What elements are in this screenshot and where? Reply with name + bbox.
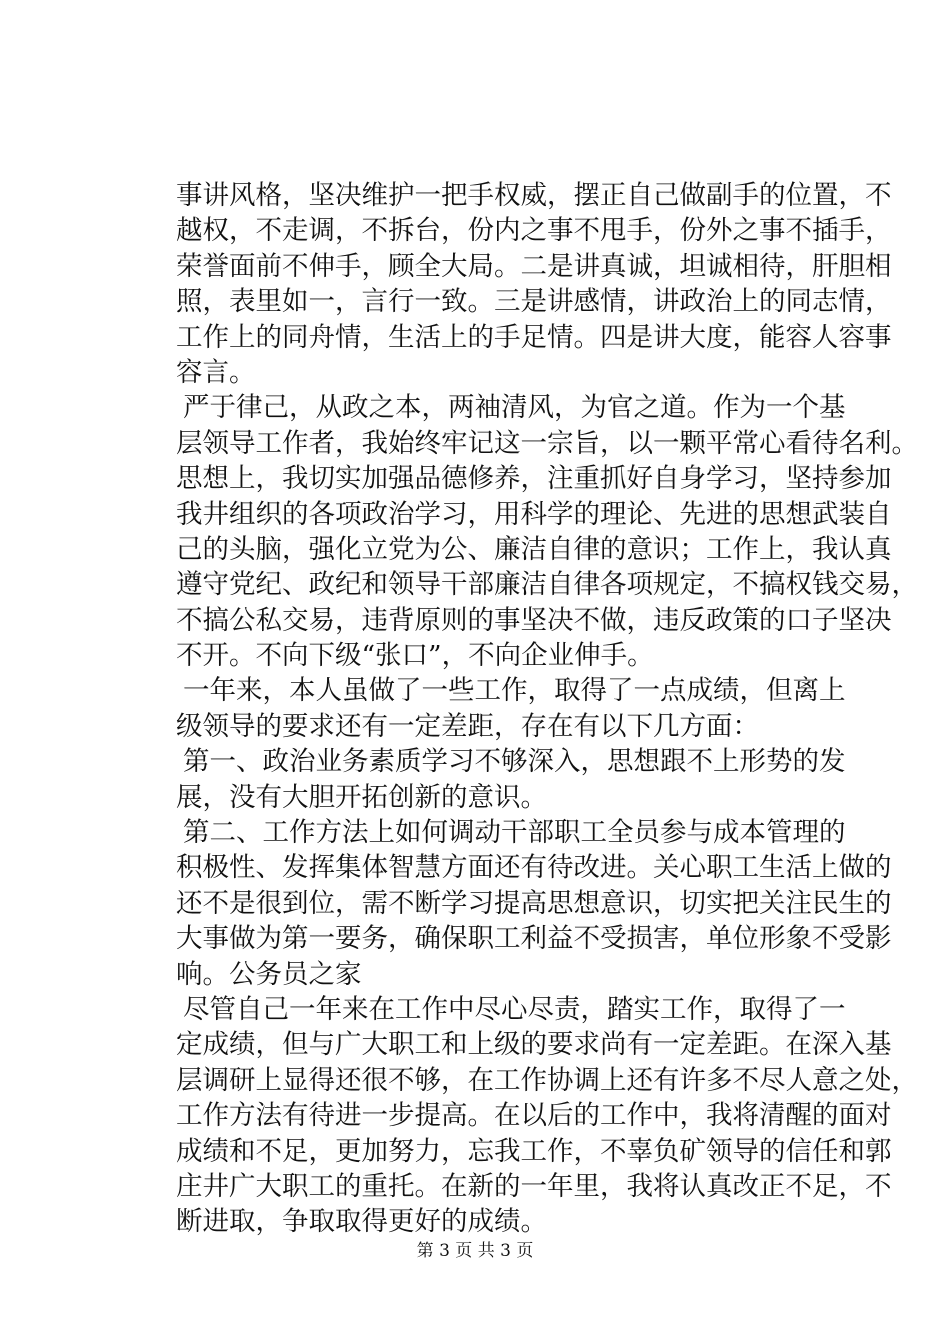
text-line: 级领导的要求还有一定差距，存在有以下几方面：	[176, 710, 759, 742]
text-line: 还不是很到位，需不断学习提高思想意识，切实把关注民生的	[176, 887, 892, 919]
text-line: 响。公务员之家	[176, 958, 362, 990]
page-footer	[0, 1240, 950, 1262]
text-line: 断进取，争取取得更好的成绩。	[176, 1206, 547, 1238]
text-line: 工作上的同舟情，生活上的手足情。四是讲大度，能容人容事	[176, 321, 892, 353]
text-line: 不搞公私交易，违背原则的事坚决不做，违反政策的口子坚决	[176, 604, 892, 636]
paragraph-first-line: 严于律己，从政之本，两袖清风，为官之道。作为一个基	[183, 392, 846, 424]
paragraph-first-line: 尽管自己一年来在工作中尽心尽责，踏实工作，取得了一	[183, 993, 846, 1025]
text-line: 展，没有大胆开拓创新的意识。	[176, 781, 547, 813]
text-line: 己的头脑，强化立党为公、廉洁自律的意识；工作上，我认真	[176, 533, 892, 565]
text-line: 层领导工作者，我始终牢记这一宗旨，以一颗平常心看待名利。	[176, 427, 918, 459]
page-number-label: 第 3 页 共 3 页	[416, 1241, 534, 1261]
text-line: 事讲风格，坚决维护一把手权威，摆正自己做副手的位置，不	[176, 180, 892, 211]
paragraph-first-line: 第一、政治业务素质学习不够深入，思想跟不上形势的发	[183, 746, 846, 778]
text-line: 我井组织的各项政治学习，用科学的理论、先进的思想武装自	[176, 498, 892, 530]
text-line: 遵守党纪、政纪和领导干部廉洁自律各项规定，不搞权钱交易，	[176, 569, 918, 601]
text-line: 荣誉面前不伸手，顾全大局。二是讲真诚，坦诚相待，肝胆相	[176, 250, 892, 282]
text-line: 思想上，我切实加强品德修养，注重抓好自身学习，坚持参加	[176, 463, 892, 495]
text-line: 工作方法有待进一步提高。在以后的工作中，我将清醒的面对	[176, 1100, 892, 1132]
text-line: 不开。不向下级“张口”，不向企业伸手。	[176, 640, 654, 672]
paragraph-first-line: 一年来，本人虽做了一些工作，取得了一点成绩，但离上	[183, 675, 846, 707]
body-text	[176, 178, 918, 1240]
text-line: 大事做为第一要务，确保职工利益不受损害，单位形象不受影	[176, 923, 892, 955]
text-line: 越权，不走调，不拆台，份内之事不甩手，份外之事不插手，	[176, 215, 892, 247]
text-line: 成绩和不足，更加努力，忘我工作，不辜负矿领导的信任和郭	[176, 1135, 892, 1167]
text-line: 层调研上显得还很不够，在工作协调上还有许多不尽人意之处，	[176, 1064, 918, 1096]
paragraph-first-line: 第二、工作方法上如何调动干部职工全员参与成本管理的	[183, 817, 846, 849]
text-line: 庄井广大职工的重托。在新的一年里，我将认真改正不足，不	[176, 1170, 892, 1202]
text-line: 照，表里如一，言行一致。三是讲感情，讲政治上的同志情，	[176, 286, 892, 318]
text-line: 定成绩，但与广大职工和上级的要求尚有一定差距。在深入基	[176, 1029, 892, 1061]
text-line: 积极性、发挥集体智慧方面还有待改进。关心职工生活上做的	[176, 852, 892, 884]
text-line: 容言。	[176, 356, 256, 388]
